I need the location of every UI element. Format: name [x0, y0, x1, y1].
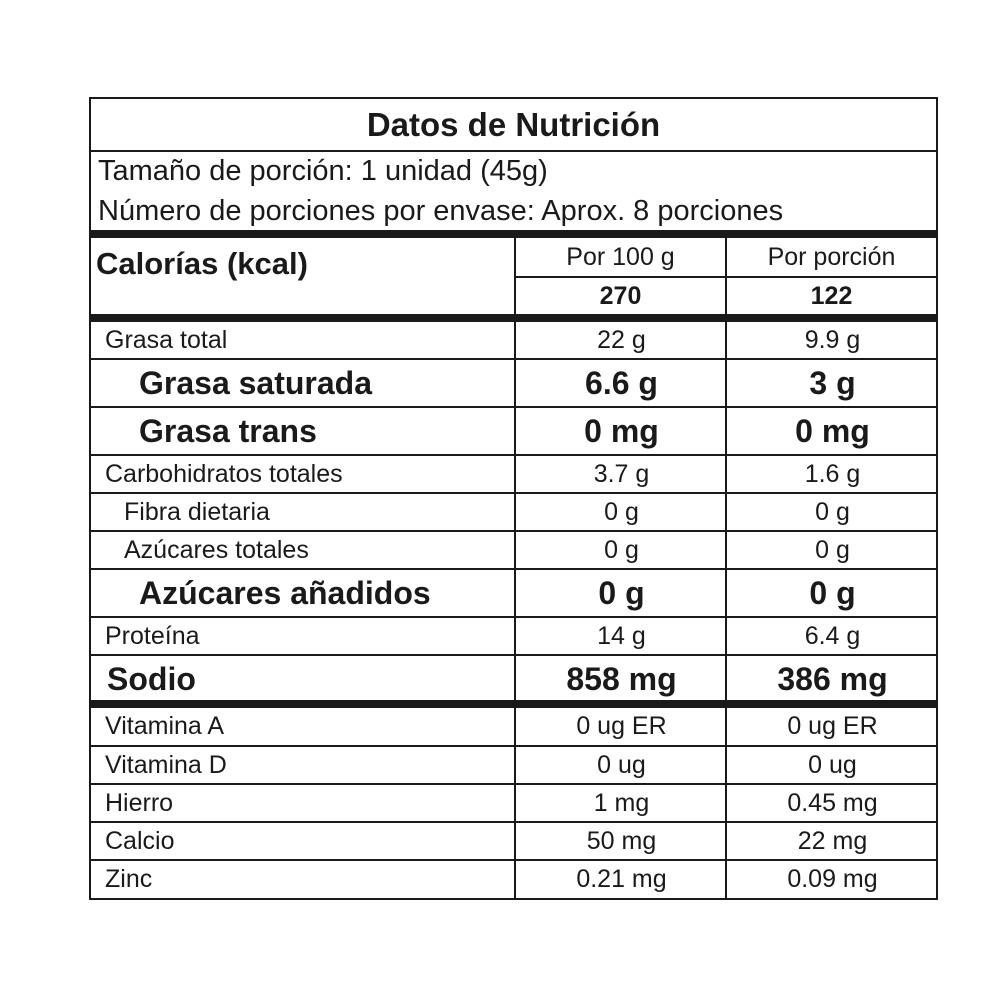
column-header-per-100g: Por 100 g — [566, 242, 675, 271]
nutrient-name: Zinc — [105, 865, 153, 893]
table-row — [91, 322, 936, 360]
value-per-100g: 14 g — [514, 618, 727, 654]
value-per-portion: 1.6 g — [725, 456, 938, 492]
table-row — [91, 708, 936, 747]
nutrition-facts-label — [89, 97, 938, 900]
nutrient-name: Calcio — [105, 826, 175, 855]
label-title: Datos de Nutrición — [366, 106, 661, 143]
table-row — [91, 494, 936, 532]
value-per-portion: 0 ug — [725, 747, 938, 783]
nutrient-name: Hierro — [105, 788, 174, 817]
value-per-100g: 3.7 g — [514, 456, 727, 492]
table-row — [91, 570, 936, 618]
nutrient-name: Grasa total — [105, 325, 228, 354]
value-per-100g: 0.21 mg — [514, 861, 727, 898]
nutrient-name: Proteína — [105, 621, 200, 650]
nutrient-name: Grasa trans — [139, 412, 317, 449]
value-per-100g: 50 mg — [514, 823, 727, 859]
table-row — [91, 360, 936, 408]
nutrient-name: Azúcares añadidos — [139, 574, 431, 611]
nutrient-name: Sodio — [107, 660, 196, 697]
value-per-100g: 0 ug — [514, 747, 727, 783]
nutrient-name: Carbohidratos totales — [105, 459, 343, 488]
value-per-portion: 386 mg — [725, 656, 938, 702]
thick-divider — [91, 230, 936, 238]
value-per-portion: 0 mg — [725, 408, 938, 454]
value-per-portion: 6.4 g — [725, 618, 938, 654]
value-per-100g: 22 g — [514, 322, 727, 358]
value-per-portion: 0 g — [725, 570, 938, 616]
value-per-portion: 22 mg — [725, 823, 938, 859]
table-row — [91, 532, 936, 570]
nutrient-name: Azúcares totales — [124, 535, 309, 564]
value-per-portion: 0 ug ER — [725, 708, 938, 745]
calories-per-portion: 122 — [810, 281, 853, 310]
nutrient-name: Vitamina D — [105, 750, 227, 779]
divider — [91, 150, 936, 152]
value-per-100g: 0 g — [514, 532, 727, 568]
nutrient-name: Grasa saturada — [139, 364, 373, 401]
table-row — [91, 785, 936, 823]
table-row — [91, 408, 936, 456]
calories-per-100g: 270 — [599, 281, 642, 310]
table-row — [91, 656, 936, 702]
value-per-portion: 0.09 mg — [725, 861, 938, 898]
value-per-100g: 0 g — [514, 570, 727, 616]
thick-divider — [91, 314, 936, 322]
value-per-100g: 858 mg — [514, 656, 727, 702]
value-per-portion: 0 g — [725, 494, 938, 530]
value-per-portion: 3 g — [725, 360, 938, 406]
table-row — [91, 823, 936, 861]
thick-divider — [91, 700, 936, 708]
table-row — [91, 861, 936, 898]
value-per-portion: 0 g — [725, 532, 938, 568]
table-row — [91, 747, 936, 785]
nutrient-name: Fibra dietaria — [124, 497, 270, 526]
value-per-100g: 6.6 g — [514, 360, 727, 406]
serving-size: Tamaño de porción: 1 unidad (45g) — [98, 155, 548, 187]
nutrient-name: Vitamina A — [105, 712, 225, 740]
calories-row — [91, 238, 936, 316]
value-per-100g: 0 mg — [514, 408, 727, 454]
calories-label: Calorías (kcal) — [96, 246, 308, 281]
servings-per-container: Número de porciones por envase: Aprox. 8 porciones — [98, 195, 784, 227]
value-per-100g: 0 g — [514, 494, 727, 530]
table-row — [91, 618, 936, 656]
table-row — [91, 456, 936, 494]
value-per-100g: 0 ug ER — [514, 708, 727, 745]
value-per-100g: 1 mg — [514, 785, 727, 821]
column-header-per-portion: Por porción — [767, 242, 896, 271]
value-per-portion: 9.9 g — [725, 322, 938, 358]
value-per-portion: 0.45 mg — [725, 785, 938, 821]
